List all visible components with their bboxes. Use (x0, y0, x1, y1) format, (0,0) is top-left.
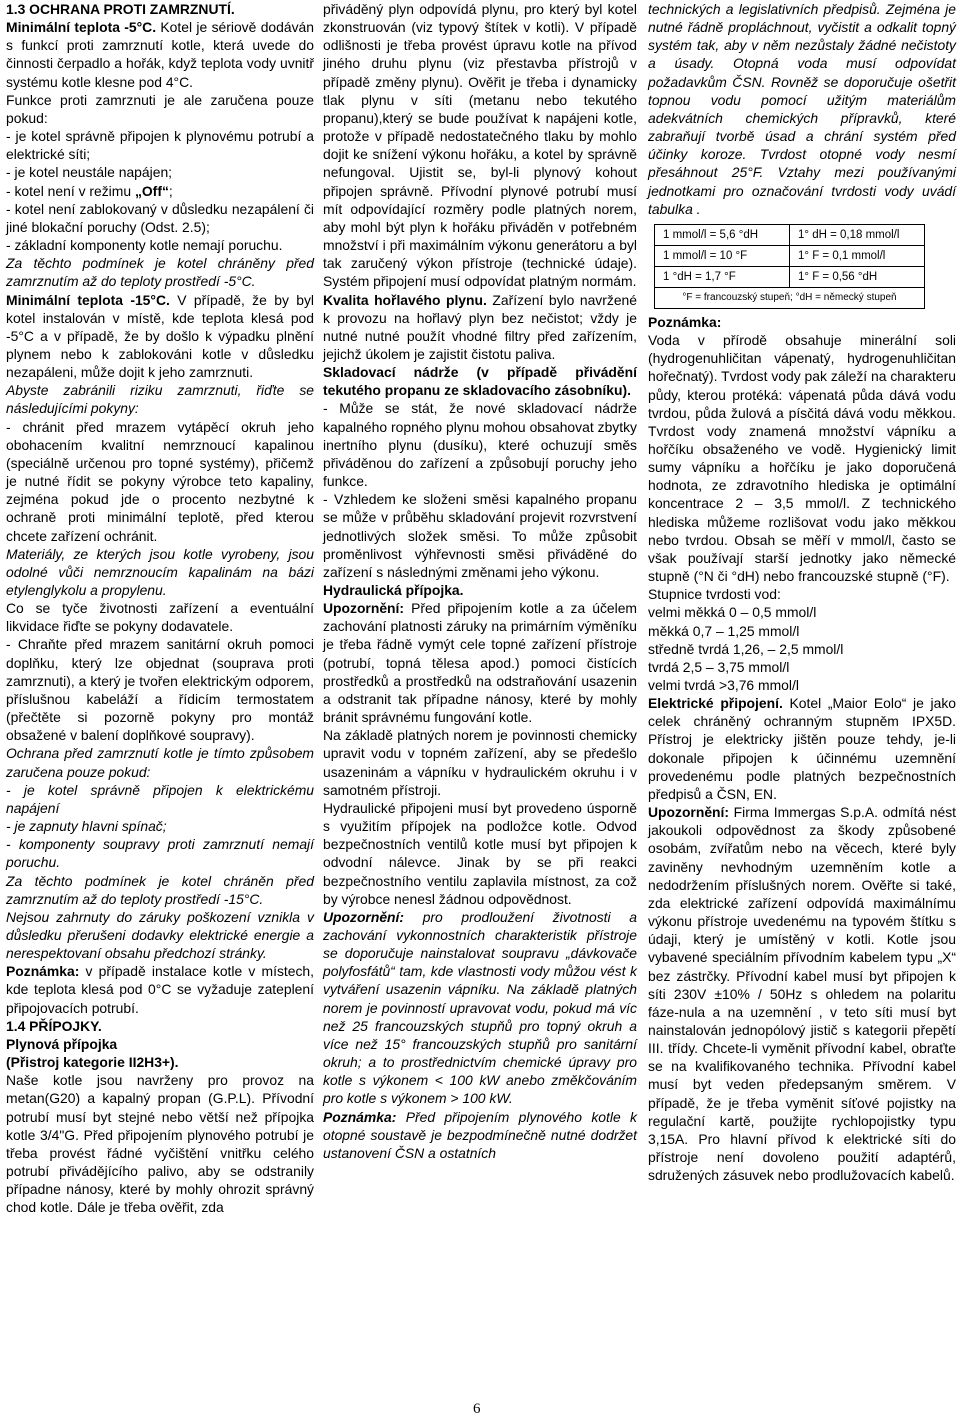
note-heading: Poznámka: (648, 313, 722, 330)
scale-item: velmi měkká 0 – 0,5 mmol/l (648, 604, 817, 621)
table-cell: 1° F = 0,56 °dH (790, 266, 925, 287)
warranty-note: Nejsou zahrnuty do záruky poškození vznikla v důsledku přerušeni dodavky elektrické energie a nerespektovaní obsahu předchozí stránky. (6, 908, 314, 962)
protection-statement: Za těchto podmínek je kotel chráněn před zamrznutím až do teploty prostředí -15°C. (6, 872, 314, 907)
avoid-intro: Abyste zabránili riziku zamrznuti, řiďte se následujícími pokyny: (6, 382, 314, 417)
protection-item: - je zapnuty hlavni spínač; (6, 818, 167, 835)
table-cell: 1 mmol/l = 10 °F (655, 245, 790, 266)
table-cell: 1° F = 0,1 mmol/l (790, 245, 925, 266)
paragraph-min-5: Minimální teplota -5°C. Kotel je sériově dodáván s funkcí proti zamrznutí kotle, která uvede do činnosti čerpadlo a hořák, když teplota vody uvnitř systému kotle klesne pod 4°C. (6, 19, 314, 90)
column-right (648, 0, 956, 1184)
scale-item: tvrdá 2,5 – 3,75 mmol/l (648, 658, 790, 675)
condition-item: - kotel není v režimu „Off“; (6, 182, 173, 199)
hydraulic-warning: Upozornění: Před připojením kotle a za účelem zachování platnosti záruky na primárním výměníku je třeba řádně vymýt cele topné zařízení přístroje (potrubí, topná tělesa apod.) pomoci čistících prostředků a prostředků na odstraňování usazenin a odstranit tak případne nánosy, které by mohly bránit správnému fungování kotle. (323, 600, 637, 726)
scale-item: velmi tvrdá >3,76 mmol/l (648, 677, 799, 693)
column-middle (323, 0, 637, 1162)
table-cell: 1 mmol/l = 5,6 °dH (655, 224, 790, 245)
electrical-paragraph: Elektrické připojení. Kotel „Maior Eolo“ je jako celek chráněný ochranným stupněm IPX5D. Přístroj je elektricky jištěn pouze tehdy, je-li dokonale připojen k účinnému uzemnění provedenému podle platných bezpečnostních předpisů a ČSN, EN. (648, 695, 956, 802)
table-cell: 1° dH = 0,18 mmol/l (790, 224, 925, 245)
tank-item: - Vzhledem ke složeni směsi kapalného propanu se může v průběhu skladování projevit rozvrstvení jednotlivých složek směsi. To může způsobit proměnlivost výhřevnosti směsi přiváděné do zařízení s následnými změnami jeho výkonu. (323, 491, 637, 580)
standards-paragraph: technických a legislativních předpisů. Zejména je nutné řádně propláchnout, vyčistit a odkalit topný systém tak, aby v něm nezůstaly žádné nečistoty a úsady. Otopná voda musí odpovídat požadavkům ČSN. Rovněž se doporučuje ošetřit topnou vodu pomocí užitým materiálům adekvátních chemických přípravků, které zabraňují tvorbě úsad a chrání systém před účinky koroze. Tvrdost otopné vody nesmí přesáhnout 25°F. Vztahy mezi používanými jednotkami pro označování tvrdosti vody uvádí tabulka . (648, 1, 956, 217)
protection-statement: Za těchto podmínek je kotel chráněny před zamrznutím až do teploty prostředí -5°C. (6, 255, 314, 290)
paragraph-function-intro: Funkce proti zamrznuti je ale zaručena pouze pokud: (6, 91, 314, 126)
condition-item: - je kotel neustále napájen; (6, 164, 173, 181)
gas-quality-paragraph: Kvalita hořlavého plynu. Zařízení bylo navržené k provozu na hořlavý plyn bez nečistot; vždy je nutné nutné použít vhodné filtry před zařízením, jejichž úkolem je zajistit čistotu paliva. (323, 291, 637, 362)
gas-paragraph-continued: přiváděný plyn odpovídá plynu, pro který byl kotel zkonstruován (viz typový štítek v kotli). V případě odlišnosti je třeba provést úpravu kotle na přívod jiného druhu plynu (viz přestavba přístrojů v případě změny plynu). Ověřit je třeba i dynamicky tlak plynu v síti (metanu nebo tekutého propanu),který se bude používat k napájeni kotle, protože v případě nedostatečného tlaku by mohlo dojit ke snížení výkonu hořáku, a kotel by správně nefungoval. Ujistit se, byl-li plynový kohout připojen správně. Přívodní plynové potrubí musí mít odpovídající rozměry podle platných norem, aby mohl být plyn k hořáku přiváděn v potřebném množství i při maximálním výkonu generátoru a byl tak zaručený výkon přístroje (technické údaje). Systém připojení musí odpovídat platným normám. (323, 1, 637, 290)
section-heading-connections: 1.4 PŘÍPOJKY. (6, 1017, 102, 1034)
materials-note: Materiály, ze kterých jsou kotle vyrobeny, jsou odolné vůči nemrznoucím kapalinám na bázi etylenglykolu a propylenu. (6, 545, 314, 598)
standards-note: Poznámka: Před připojením plynového kotle k otopné soustavě je bezpodmínečně nutné dodržet ustanovení ČSN a ostatních (323, 1108, 637, 1161)
page-number: 6 (473, 1401, 481, 1417)
condition-item: - základní komponenty kotle nemají poruchu. (6, 237, 283, 254)
subheading-tanks: Skladovací nádrže (v případě přivádění tekutého propanu ze skladovacího zásobníku). (323, 364, 637, 399)
water-hardness-paragraph: Voda v přírodě obsahuje minerální soli (hydrogenuhličitan vápenatý, hydrogenuhličitan hořečnatý). Tvrdost vody pak záleží na charakteru půdy, kterou protéká: vápenatá půda dává vodu tvrdou, půda žulová a písčitá dává vodu měkkou. Tvrdost vody znamená množství vápníku a hořčíku obsaženého ve vodě. Hygienický limit sumy vápníku a hořčíku je jako doporučená hodnota, ze zdravotního hlediska je optimální koncentrace 2 – 3,5 mmol/l. Z technického hlediska můžeme rozlišovat vodu jako měkkou nebo tvrdou. Obsah se měří v mmol/l, často se však používají starší jednotky jako německé stupně (°N či °dH) nebo francouzské stupně (°F). (648, 332, 956, 585)
avoid-item: - chránit před mrazem vytápěcí okruh jeho obohacením kvalitní nemrznoucí kapalinou (speciálně určenou pro topné systémy), přičemž je nutné řídit se pokyny výrobce teto kapaliny, zejména pokud jde o procento nezbytné k ochraně proti minimální teplotě, před kterou chcete zařízení ochránit. (6, 418, 314, 544)
hardness-table (654, 224, 925, 309)
condition-item: - je kotel správně připojen k plynovému potrubí a elektrické síti; (6, 128, 314, 163)
electrical-warning: Upozornění: Firma Immergas S.p.A. odmítá nést jakoukoli odpovědnost za škody způsobené osobám, zvířatům nebo na věcech, které byly zaviněny nevhodným uzemněním kotle a nedodržením příslušných norem. Ověřte si také, zda elektrické zařízení odpovídá maximálnímu výkonu přístroje uvedenému na typovém štítku s údaji, který je umístěný v kotli. Kotle jsou vybavené speciálním přívodním kabelem typu „X“ bez zástrčky. Přívodní kabel musí byt připojen k síti 230V ±10% / 50Hz s ohledem na polaritu fáze-nula a na uzemnění , v teto síti musí byt nainstalován jednopólový jistič s kategorii přepětí III. třídy. Chcete-li vyměnit přívodní kabel, obraťte se na kvalifikovaného technika. Přívodní kabel musí byt veden předepsaným směrem. V případě, že je třeba vyměnit síťové pojistky na regulační kartě, použijte rychlopojistky typu 3,15A. Pro hlavní přívod k elektrické síti do přístroje není dovoleno použití adaptérů, sdružených zásuvek nebo prodlužovacích kabelů. (648, 804, 956, 1184)
insulation-note: Poznámka: v případě instalace kotle v místech, kde teplota klesá pod 0°C se vyžaduje zateplení připojovacích potrubí. (6, 963, 314, 1016)
protection-item: - komponenty soupravy proti zamrznutí nemají poruchu. (6, 836, 314, 871)
section-heading-frost: 1.3 OCHRANA PROTI ZAMRZNUTÍ. (6, 1, 235, 17)
hydraulic-paragraph: Na základě platných norem je povinnosti chemicky upravit vodu v topném zařízení, aby se předešlo usazeninám a vápníku v hydraulickém okruhu i v samotném přístroji. (323, 727, 637, 798)
table-row (655, 224, 925, 245)
table-row (655, 245, 925, 266)
table-row (655, 266, 925, 287)
paragraph-min-15: Minimální teplota -15°C. V případě, že by byl kotel instalován v místě, kde teplota klesá pod -5°C a v případě, že by došlo k výpadku plnění plynem nebo k zablokováni kotle v důsledku nezapáleni, může dojit k jeho zamrznuti. (6, 291, 315, 381)
column-left (6, 0, 314, 1216)
condition-item: - kotel není zablokovaný v důsledku nezapálení či jiné blokační poruchy (Odst. 2.5); (6, 200, 314, 235)
table-cell: 1 °dH = 1,7 °F (655, 266, 790, 287)
avoid-item: - Chraňte před mrazem sanitární okruh pomoci doplňku, který lze objednat (souprava proti zamrznuti), a který je tvořen elektrickým odporem, příslušnou kabeláží a řídicím termostatem (přečtěte si pozorně pokyny pro montáž obsažené v balení doplňkové soupravy). (6, 636, 314, 744)
lifetime-note: Co se tyče životnosti zařízení a eventuální likvidace řiďte se pokyny dodavatele. (6, 600, 314, 635)
scale-item: měkká 0,7 – 1,25 mmol/l (648, 622, 800, 639)
subheading-category: (Přistroj kategorie II2H3+). (6, 1054, 179, 1071)
gas-paragraph: Naše kotle jsou navrženy pro provoz na metan(G20) a kapalný propan (G.P.L). Přívodní potrubí musí byt stejné nebo větší než přípojka kotle 3/4"G. Před připojením plynového potrubí je třeba provést řádné vyčištění vnitřku celého potrubí přivádějícího palivo, aby se odstranily případne nánosy, které by mohly ohrozit správný chod kotle. Dále je třeba ověřit, zda (6, 1072, 314, 1216)
protection-intro: Ochrana před zamrznutí kotle je tímto způsobem zaručena pouze pokud: (6, 745, 314, 780)
subheading-hydraulic: Hydraulická přípojka. (323, 582, 464, 598)
protection-item: - je kotel správně připojen k elektrickému napájení (6, 781, 314, 816)
scale-item: středně tvrdá 1,26, – 2,5 mmol/l (648, 640, 844, 657)
scale-heading: Stupnice tvrdosti vod: (648, 586, 781, 603)
table-footnote: °F = francouzský stupeň; °dH = německý stupeň (655, 287, 925, 308)
subheading-gas: Plynová přípojka (6, 1035, 118, 1052)
table-row (655, 287, 925, 308)
polyphosphate-warning: Upozornění: pro prodloužení životnosti a zachování vykonnostních charakteristik přístroje se doporučuje nainstalovat soupravu „dávkovače polyfosfátů“ tam, kde vlastnosti vody můžou vést k vytváření usazenin vápníku. Na základě platných norem je povinností upravovat vodu, pokud má víc než 25 francouzských stupňů pro topný okruh a více než 15° francouzských stupňů pro sanitární okruh; a to prostřednictvím chemické úpravy pro kotle s výkonem < 100 kW anebo změkčováním pro kotle s výkonem > 100 kW. (323, 908, 637, 1107)
hydraulic-paragraph: Hydraulické připojeni musí byt provedeno úsporně s využitím přípojek na podložce kotle. Odvod bezpečnostních ventilů kotle musí byt připojen k odvodní nálevce. Jinak by se při reakci bezpečnostního ventilu zaplavila místnost, za což by výrobce nenesl žádnou odpovědnost. (323, 799, 637, 907)
tank-item: - Může se stát, že nové skladovací nádrže kapalného ropného plynu mohou obsahovat zbytky inertního plynu (dusíku), které ochuzují směs přiváděnou do zařízení a způsobují poruchy jeho funkce. (323, 400, 637, 490)
